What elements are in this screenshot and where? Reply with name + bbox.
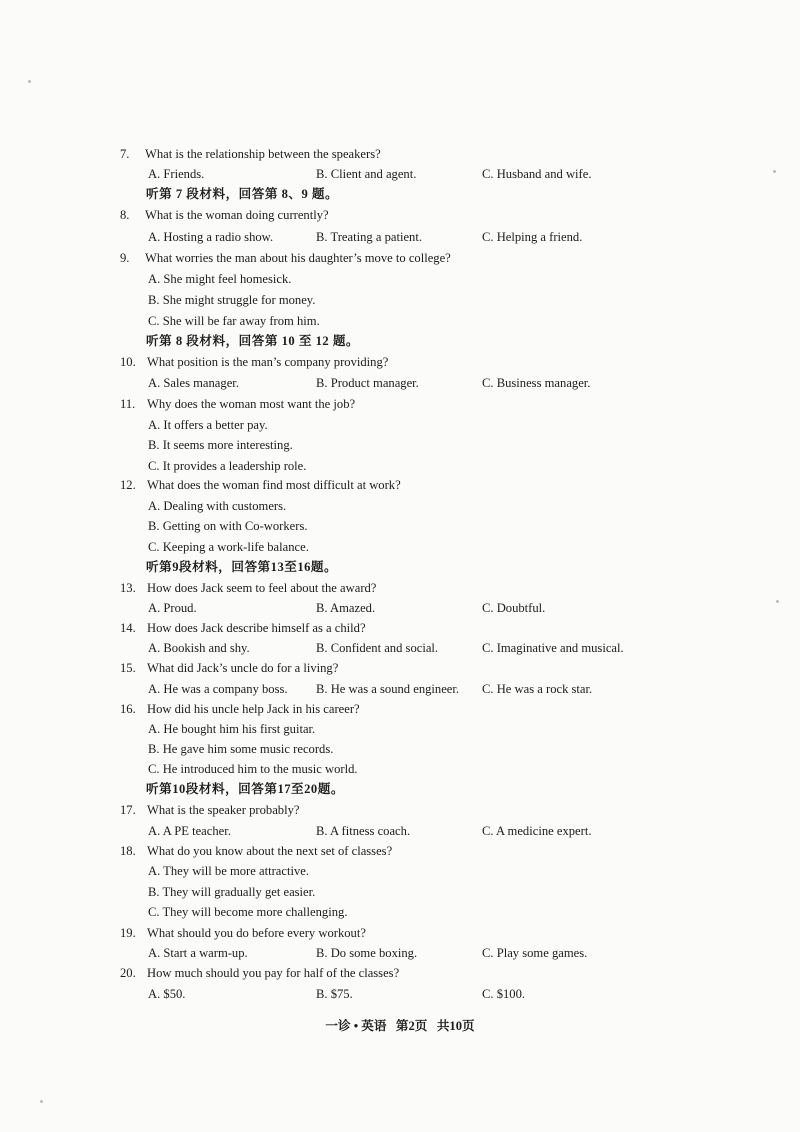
option-b: B. They will gradually get easier. — [148, 885, 316, 899]
question-number: 8. — [120, 208, 130, 222]
option-c: C. He introduced him to the music world. — [148, 762, 358, 776]
question-text: What does the woman find most difficult at work? — [147, 478, 401, 492]
option-a: A. Dealing with customers. — [148, 499, 287, 513]
option-b: B. Getting on with Co-workers. — [148, 519, 308, 533]
option-a: A. Sales manager. — [148, 376, 239, 390]
option-c: C. He was a rock star. — [482, 682, 593, 696]
option-b: B. It seems more interesting. — [148, 438, 293, 452]
option-c: C. A medicine expert. — [482, 824, 592, 838]
option-b: B. Confident and social. — [316, 641, 439, 655]
option-c: C. It provides a leadership role. — [148, 459, 307, 473]
question-text: What is the speaker probably? — [147, 803, 300, 817]
question-number: 15. — [120, 661, 136, 675]
question-text: What do you know about the next set of classes? — [147, 844, 393, 858]
question-text: What is the relationship between the speakers? — [145, 147, 381, 161]
option-a: A. Hosting a radio show. — [148, 230, 274, 244]
option-c: C. They will become more challenging. — [148, 905, 348, 919]
question-text: How does Jack describe himself as a child? — [147, 621, 366, 635]
option-a: A. Start a warm-up. — [148, 946, 248, 960]
question-number: 13. — [120, 581, 136, 595]
question-number: 12. — [120, 478, 136, 492]
question-text: How much should you pay for half of the classes? — [147, 966, 400, 980]
question-text: How does Jack seem to feel about the award? — [147, 581, 377, 595]
question-text: What position is the man’s company providing? — [147, 355, 389, 369]
option-b: B. A fitness coach. — [316, 824, 411, 838]
option-c: C. Doubtful. — [482, 601, 546, 615]
question-number: 16. — [120, 702, 136, 716]
option-a: A. Friends. — [148, 167, 205, 181]
question-text: What worries the man about his daughter’s move to college? — [145, 251, 451, 265]
option-b: B. Do some boxing. — [316, 946, 418, 960]
question-number: 19. — [120, 926, 136, 940]
option-b: B. Client and agent. — [316, 167, 417, 181]
option-a: A. He was a company boss. — [148, 682, 288, 696]
option-b: B. Amazed. — [316, 601, 376, 615]
option-b: B. She might struggle for money. — [148, 293, 316, 307]
scan-speck — [40, 1100, 43, 1103]
option-a: A. They will be more attractive. — [148, 864, 309, 878]
option-a: A. It offers a better pay. — [148, 418, 268, 432]
question-number: 9. — [120, 251, 130, 265]
question-number: 10. — [120, 355, 136, 369]
option-c: C. Keeping a work-life balance. — [148, 540, 309, 554]
section-instruction: 听第9段材料，回答第13至16题。 — [146, 560, 338, 574]
option-c: C. Play some games. — [482, 946, 588, 960]
question-number: 11. — [120, 397, 136, 411]
option-a: A. He bought him his first guitar. — [148, 722, 316, 736]
option-b: B. Product manager. — [316, 376, 419, 390]
option-b: B. He gave him some music records. — [148, 742, 334, 756]
option-a: A. Bookish and shy. — [148, 641, 250, 655]
option-c: C. She will be far away from him. — [148, 314, 320, 328]
scan-speck — [773, 170, 776, 173]
question-number: 14. — [120, 621, 136, 635]
question-text: Why does the woman most want the job? — [147, 397, 356, 411]
question-text: What should you do before every workout? — [147, 926, 366, 940]
page-footer: 一诊 • 英语 第2页 共10页 — [325, 1019, 475, 1033]
question-text: How did his uncle help Jack in his career? — [147, 702, 360, 716]
option-c: C. Imaginative and musical. — [482, 641, 624, 655]
section-instruction: 听第 8 段材料，回答第 10 至 12 题。 — [146, 334, 359, 348]
section-instruction: 听第10段材料，回答第17至20题。 — [146, 782, 344, 796]
question-number: 18. — [120, 844, 136, 858]
option-b: B. Treating a patient. — [316, 230, 422, 244]
option-c: C. $100. — [482, 987, 526, 1001]
question-number: 17. — [120, 803, 136, 817]
option-c: C. Business manager. — [482, 376, 591, 390]
section-instruction: 听第 7 段材料，回答第 8、9 题。 — [146, 187, 339, 201]
option-c: C. Husband and wife. — [482, 167, 592, 181]
scan-speck — [776, 600, 779, 603]
option-b: B. $75. — [316, 987, 353, 1001]
option-c: C. Helping a friend. — [482, 230, 583, 244]
option-b: B. He was a sound engineer. — [316, 682, 460, 696]
question-number: 7. — [120, 147, 130, 161]
question-text: What is the woman doing currently? — [145, 208, 329, 222]
question-text: What did Jack’s uncle do for a living? — [147, 661, 339, 675]
question-number: 20. — [120, 966, 136, 980]
option-a: A. Proud. — [148, 601, 197, 615]
option-a: A. She might feel homesick. — [148, 272, 292, 286]
option-a: A. $50. — [148, 987, 186, 1001]
scan-speck — [28, 80, 31, 83]
option-a: A. A PE teacher. — [148, 824, 231, 838]
